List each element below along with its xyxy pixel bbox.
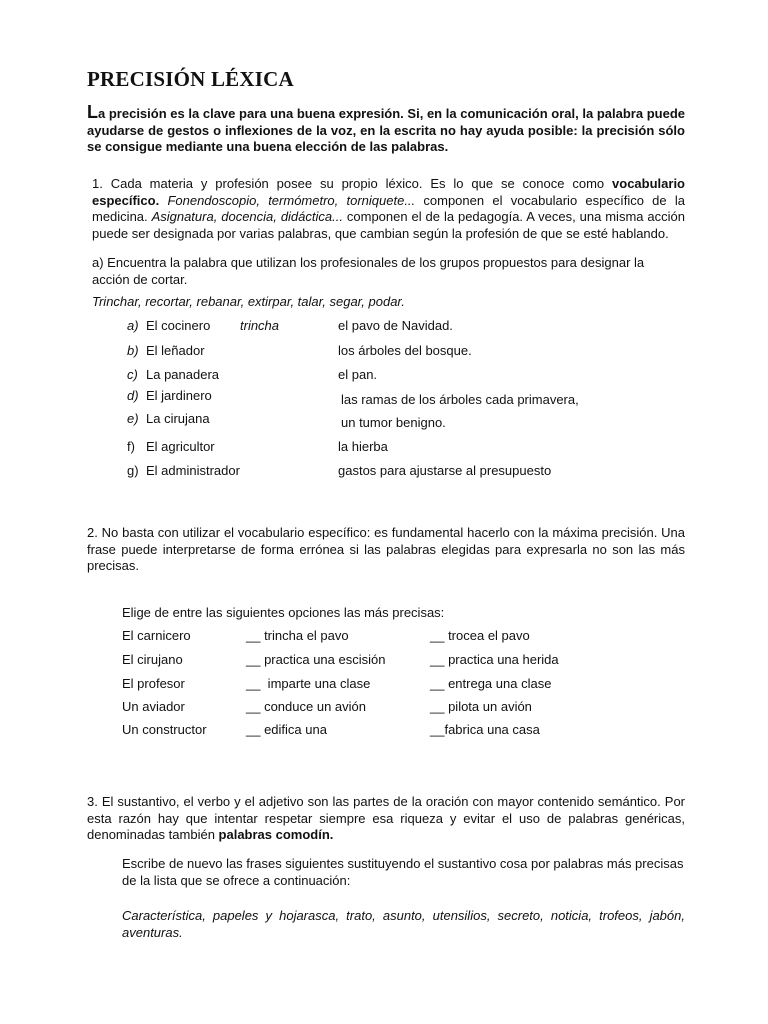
item-letter: g) bbox=[127, 463, 139, 478]
intro-paragraph bbox=[87, 104, 685, 156]
section3-word-list: Característica, papeles y hojarasca, trato, asunto, utensilios, secreto, noticia, trofeos, jabón, aventuras. bbox=[122, 908, 685, 940]
section1-task: a) Encuentra la palabra que utilizan los profesionales de los grupos propuestos para designar la acción de cortar. bbox=[92, 255, 645, 287]
option-1: __ practica una escisión bbox=[246, 652, 386, 667]
section1-word-list: Trinchar, recortar, rebanar, extirpar, talar, segar, podar. bbox=[92, 294, 405, 309]
item-letter: a) bbox=[127, 318, 139, 333]
section3-paragraph bbox=[87, 794, 685, 844]
page-title: PRECISIÓN LÉXICA bbox=[87, 67, 294, 91]
section3-bold-term: palabras comodín. bbox=[218, 827, 334, 842]
item-letter: e) bbox=[127, 411, 139, 426]
item-subject: El agricultor bbox=[146, 439, 215, 454]
option-2: __ pilota un avión bbox=[430, 699, 532, 714]
section1-italic-examples-2: Asignatura, docencia, didáctica... bbox=[151, 209, 343, 224]
item-letter: c) bbox=[127, 367, 138, 382]
item-letter: b) bbox=[127, 343, 139, 358]
section1-italic-examples-1: Fonendoscopio, termómetro, torniquete... bbox=[159, 192, 416, 208]
section2-task: Elige de entre las siguientes opciones las más precisas: bbox=[122, 605, 445, 620]
option-2: __ trocea el pavo bbox=[430, 628, 530, 643]
section1-bold-term: vocabulario específico. bbox=[92, 176, 685, 208]
item-subject: El leñador bbox=[146, 343, 205, 358]
row-subject: El profesor bbox=[122, 676, 185, 691]
intro-text: a precisión es la clave para una buena expresión. Si, en la comunicación oral, la palabra puede ayudarse de gestos o inflexiones de la voz, en la escrita no hay ayuda posible: la precisión sólo se consigue mediante una buena elección de las palabras. bbox=[87, 106, 685, 154]
row-subject: Un aviador bbox=[122, 699, 185, 714]
section1-text-mid: componen el vocabulario específico de la medicina. bbox=[92, 192, 685, 224]
item-object: gastos para ajustarse al presupuesto bbox=[338, 463, 552, 478]
item-subject: El jardinero bbox=[146, 388, 212, 403]
item-subject: La panadera bbox=[146, 367, 220, 382]
item-subject: El administrador bbox=[146, 463, 240, 478]
item-object: la hierba bbox=[338, 439, 388, 454]
item-subject: El cocinero bbox=[146, 318, 211, 333]
drop-cap: L bbox=[87, 102, 98, 122]
section2-paragraph: 2. No basta con utilizar el vocabulario específico: es fundamental hacerlo con la máxima precisión. Una frase puede interpretarse de forma errónea si las palabras elegidas para expresarla no son las más precisas. bbox=[87, 525, 685, 573]
item-subject: La cirujana bbox=[146, 411, 210, 426]
option-2: __fabrica una casa bbox=[430, 722, 540, 737]
option-2: __ practica una herida bbox=[430, 652, 559, 667]
option-1: __ conduce un avión bbox=[246, 699, 366, 714]
option-1: __ trincha el pavo bbox=[246, 628, 349, 643]
section3-task: Escribe de nuevo las frases siguientes sustituyendo el sustantivo cosa por palabras más precisas de la lista que se ofrece a continuación: bbox=[122, 856, 684, 888]
section1-paragraph bbox=[92, 176, 685, 242]
option-1: __ edifica una bbox=[246, 722, 327, 737]
option-1: __ imparte una clase bbox=[246, 676, 371, 691]
row-subject: El cirujano bbox=[122, 652, 183, 667]
item-object: los árboles del bosque. bbox=[338, 343, 472, 358]
item-letter: d) bbox=[127, 388, 139, 403]
item-object: el pavo de Navidad. bbox=[338, 318, 453, 333]
row-subject: Un constructor bbox=[122, 722, 207, 737]
section1-text-end: componen el de la pedagogía. A veces, una misma acción puede ser designada por varias palabras, que cambian según la profesión de que se esté hablando. bbox=[92, 209, 685, 241]
section3-text: 3. El sustantivo, el verbo y el adjetivo son las partes de la oración con mayor contenido semántico. Por esta razón hay que intentar respetar siempre esa riqueza y evitar el uso de palabras genéricas, denominadas también bbox=[87, 794, 685, 842]
item-object: las ramas de los árboles cada primavera, bbox=[341, 392, 579, 407]
option-2: __ entrega una clase bbox=[430, 676, 552, 691]
item-answer: trincha bbox=[240, 318, 280, 333]
item-letter: f) bbox=[127, 439, 135, 454]
item-object: el pan. bbox=[338, 367, 378, 382]
item-object: un tumor benigno. bbox=[341, 415, 446, 430]
section1-text-start: 1. Cada materia y profesión posee su propio léxico. Es lo que se conoce como bbox=[92, 176, 613, 191]
row-subject: El carnicero bbox=[122, 628, 191, 643]
